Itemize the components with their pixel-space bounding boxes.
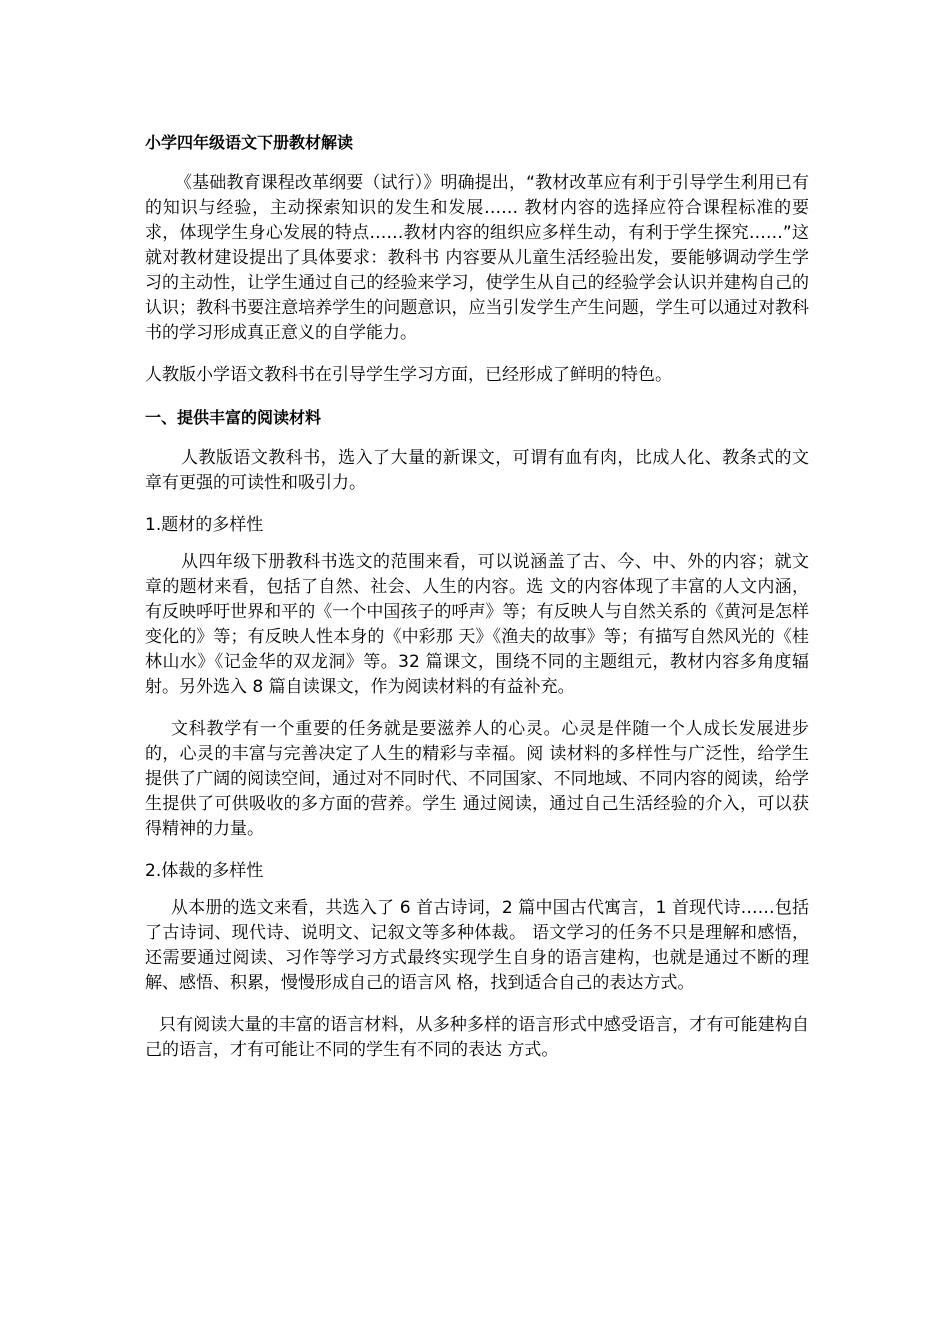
intro-paragraph: 《基础教育课程改革纲要（试行）》明确提出，“教材改革应有利于引导学生利用已有的知识与经验，主动探索知识的发生和发展…… 教材内容的选择应符合课程标准的要求，体现学生身心发展的特点……教材内容的组织应多样生动，有利于学生探究……”这就对教材建设提出了具体要求：教科书 内容要从儿童生活经验出发，要能够调动学生学习的主动性，让学生通过自己的经验来学习，使学生从自己的经验学会认识并建构自己的认识；教科书要注意培养学生的问题意识，应当引发学生产生问题，学生可以通过对教科书的学习形成真正意义的自学能力。: [145, 173, 809, 343]
sub2-paragraph-1: 从本册的选文来看，共选入了 6 首古诗词，2 篇中国古代寓言，1 首现代诗……包括了古诗词、现代诗、说明文、记叙文等多种体裁。 语文学习的任务不只是理解和感悟，还需要通过阅读、习作等学习方式最终实现学生自身的语言建构，也就是通过不断的理解、感悟、积累，慢慢形成自己的语言风 格，找到适合自己的表达方式。: [145, 898, 809, 993]
section1-heading: 一、提供丰富的阅读材料: [145, 408, 322, 427]
section1-paragraph: 人教版语文教科书，选入了大量的新课文，可谓有血有肉，比成人化、教条式的文章有更强的可读性和吸引力。: [145, 448, 809, 493]
document-title: 小学四年级语文下册教材解读: [145, 133, 354, 152]
summary-line: 人教版小学语文教科书在引导学生学习方面，已经形成了鲜明的特色。: [145, 365, 672, 385]
document-page: [145, 130, 809, 1080]
sub1-heading: 1.题材的多样性: [145, 515, 264, 535]
sub2-heading: 2.体裁的多样性: [145, 861, 264, 881]
sub1-paragraph-1: 从四年级下册教科书选文的范围来看，可以说涵盖了古、今、中、外的内容；就文章的题材来看，包括了自然、社会、人生的内容。选 文的内容体现了丰富的人文内涵，有反映呼吁世界和平的《一个中国孩子的呼声》等；有反映人与自然关系的《黄河是怎样变化的》等；有反映人性本身的《中彩那 天》《渔夫的故事》等；有描写自然风光的《桂林山水》《记金华的双龙洞》等。32 篇课文，围绕不同的主题组元，教材内容多角度辐射。另外选入 8 篇自读课文，作为阅读材料的有益补充。: [145, 552, 809, 697]
sub1-paragraph-2: 文科教学有一个重要的任务就是要滋养人的心灵。心灵是伴随一个人成长发展进步的，心灵的丰富与完善决定了人生的精彩与幸福。阅 读材料的多样性与广泛性，给学生提供了广阔的阅读空间，通过对不同时代、不同国家、不同地域、不同内容的阅读，给学生提供了可供吸收的多方面的营养。学生 通过阅读，通过自己生活经验的介入，可以获得精神的力量。: [145, 719, 809, 839]
sub2-paragraph-2: 只有阅读大量的丰富的语言材料，从多种多样的语言形式中感受语言，才有可能建构自己的语言，才有可能让不同的学生有不同的表达 方式。: [145, 1015, 809, 1060]
